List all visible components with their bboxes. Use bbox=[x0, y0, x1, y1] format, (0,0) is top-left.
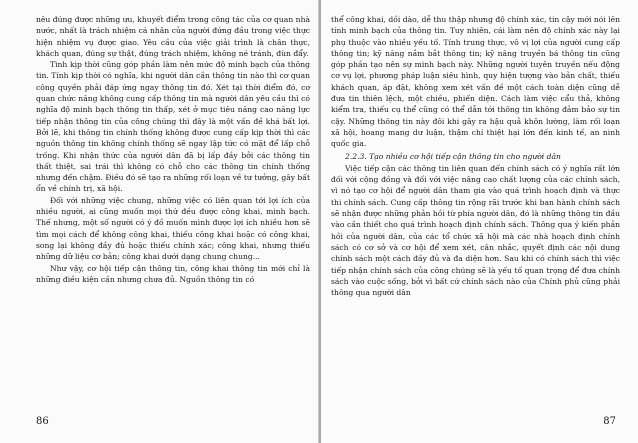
section-heading: 2.2.3. Tạo nhiều cơ hội tiếp cận thông tin cho người dân bbox=[345, 151, 561, 161]
right-page-number: 87 bbox=[603, 416, 616, 427]
right-page bbox=[321, 0, 638, 443]
right-paragraph-2: Việc tiếp cận các thông tin liên quan đến chính sách có ý nghĩa rất lớn đối với cộng đồng và đối với việc nâng cao chất lượng của các chính sách, vì nó tạo cơ hội để người dân tham gia vào quá trình hoạch định và thực thi chính sách. Cung cấp thông tin rộng rãi trước khi ban hành chính sách sẽ nhận được những phản hồi từ phía người dân, đó là những thông tin đầu vào cần thiết cho quá trình hoạch định chính sách. Thông qua ý kiến phản hồi của người dân, của các tổ chức xã hội mà các nhà hoạch định chính sách có cơ sở và cơ hội để xem xét, cân nhắc, quyết định các nội dung chính sách một cách đầy đủ và đa diện hơn. Sau khi có chính sách thì việc tiếp nhận chính sách của công chúng sẽ là yếu tố quan trọng để đưa chính sách vào cuộc sống, bởi vì bất cứ chính sách nào của Chính phủ cũng phải thông qua người dân bbox=[331, 163, 620, 298]
left-paragraph-2: Tình kịp thời cũng góp phần làm nên mức độ minh bạch của thông tin. Tính kịp thời có nghĩa, khi người dân cần thông tin nào thì cơ quan công quyền phải đáp ứng ngay thông tin đó. Xét tại thời điểm đó, cơ quan chức năng không cung cấp thông tin mà người dân yêu cầu thì có nghĩa độ minh bạch thông tin thấp, xét ở mục tiêu năng cao năng lực tiếp nhận thông tin của công chúng thì đây là một vấn đề khá bất lợi. Bởi lẽ, khi thông tin chính thống không được cung cấp kịp thời thì các nguồn thông tin không chính thống sẽ ngay lập tức có mặt để lấp chỗ trống. Khi nhận thức của người dân đã bị lấp đầy bởi các thông tin thất thiệt, sai trái thì không có chỗ cho các thông tin chính thống nhưng đến chậm. Điều đó sẽ tạo ra những rối loạn về tư tưởng, gây bất ổn về chính trị, xã hội. bbox=[36, 60, 310, 194]
left-page-number: 86 bbox=[36, 416, 49, 427]
left-paragraph-1: nêu đúng được những ưu, khuyết điểm trong công tác của cơ quan nhà nước, nhất là trách nhiệm cá nhân của người đứng đầu trong việc thực hiện nhiệm vụ được giao. Yêu cầu của việc giải trình là chân thực, khách quan, đúng sự thật, đúng trách nhiệm, không né tránh, đùn đẩy. bbox=[36, 15, 310, 58]
right-paragraph-1: thể công khai, dồi dào, dễ thu thập nhưng độ chính xác, tin cậy mới nói lên tính minh bạch của thông tin. Tuy nhiên, cái làm nên độ chính xác này lại phụ thuộc vào nhiều yếu tố. Tính trung thực, vô vị lợi của người cung cấp thông tin; kỹ năng nắm bắt thông tin; kỹ năng truyền bá thông tin cũng góp phần tạo nên sự minh bạch này. Những người tuyên truyền nếu động cơ vụ lợi, phương pháp luận siêu hình, quy hiện tượng vào bản chất, thiếu khách quan, áp đặt, không xem xét vấn đề một cách toàn diện cũng dễ đưa tin thiên lệch, một chiều, phiến diện. Cách làm việc cẩu thả, không kiểm tra, thiếu cụ thể cũng có thể dẫn tới thông tin không đảm bảo sự tin cậy. Những thông tin này đôi khi gây ra hậu quả khôn lường, làm rối loạn xã hội, hoang mang dư luận, thậm chí thiệt hại lớn đến kinh tế, an ninh quốc gia. bbox=[331, 15, 620, 149]
left-paragraph-3: Đối với những việc chung, những việc có liên quan tới lợi ích của nhiều người, ai cũng muốn mọi thứ đều được công khai, minh bạch. Thế nhưng, một số người có ý đồ muốn mình được lợi ích nhiều hơn sẽ tìm mọi cách để không công khai, thiếu công khai hoặc có công khai, song lại không đầy đủ hoặc thiếu chính xác; công khai, nhưng thiếu những dữ liệu cơ bản; công khai dưới dạng chung chung... bbox=[36, 195, 310, 262]
left-paragraph-4: Như vậy, cơ hội tiếp cận thông tin, công khai thông tin mới chỉ là những điều kiện cần nhưng chưa đủ. Nguồn thông tin có bbox=[36, 263, 310, 284]
